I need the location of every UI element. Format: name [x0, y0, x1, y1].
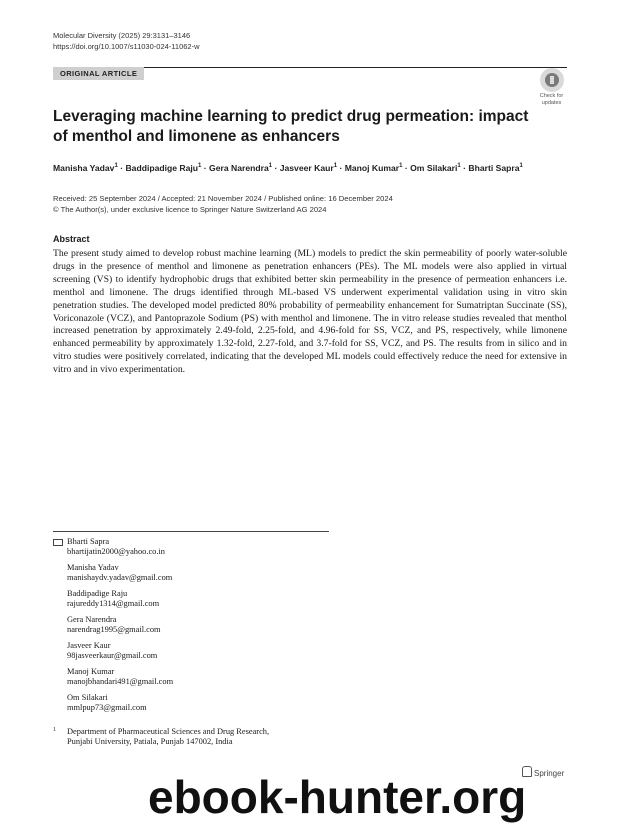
contact-email[interactable]: manojbhandari491@gmail.com	[67, 677, 174, 687]
journal-info	[53, 30, 200, 52]
author-contacts	[53, 537, 333, 719]
contact-entry	[53, 693, 333, 714]
contact-name: Manoj Kumar	[67, 667, 115, 676]
author-name[interactable]: Om Silakari	[410, 163, 458, 173]
contact-email[interactable]: narendrag1995@gmail.com	[67, 625, 161, 635]
contact-name: Manisha Yadav	[67, 563, 119, 572]
contact-email[interactable]: manishaydv.yadav@gmail.com	[67, 573, 173, 583]
article-type-bar	[53, 67, 567, 81]
contact-entry	[53, 615, 333, 636]
publisher-logo	[522, 766, 564, 778]
contact-name: Bharti Sapra	[67, 537, 110, 546]
affiliation-line1: Department of Pharmaceutical Sciences and Drug Research,	[67, 727, 270, 736]
author-affiliation-mark: 1	[399, 163, 403, 170]
author-list: Manisha Yadav$^1$ · Baddipadige Raju$^1$ · Gera Narendra$^1$ · Jasveer Kaur$^1$ · Manoj Kumar$^1$ · Om Silakari$^1$ · Bharti Sapra$^1$	[53, 163, 523, 173]
affiliation-line2: Punjabi University, Patiala, Punjab 147002, India	[67, 737, 233, 747]
journal-doi[interactable]: https://doi.org/10.1007/s11030-024-11062-w	[53, 42, 200, 51]
history-dates: Received: 25 September 2024 / Accepted: 21 November 2024 / Published online: 16 December 2024	[53, 194, 393, 203]
author-affiliation-mark: 1	[198, 163, 202, 170]
check-updates-line2: updates	[541, 100, 562, 106]
envelope-icon	[53, 539, 63, 546]
author-affiliation-mark: 1	[114, 163, 118, 170]
author-affiliation-mark: 1	[519, 163, 523, 170]
contact-name: Baddipadige Raju	[67, 589, 128, 598]
copyright-line: © The Author(s), under exclusive licence to Springer Nature Switzerland AG 2024	[53, 204, 327, 214]
contact-entry	[53, 537, 333, 558]
author-name[interactable]: Gera Narendra	[209, 163, 269, 173]
footnote-divider	[53, 531, 329, 532]
contact-entry	[53, 641, 333, 662]
author-affiliation-mark: 1	[268, 163, 273, 170]
publication-dates	[53, 194, 393, 215]
check-updates-line1: Check for	[539, 93, 564, 99]
publisher-name: Springer	[534, 769, 565, 778]
contact-name: Gera Narendra	[67, 615, 117, 624]
author-affiliation-mark: 1	[333, 163, 338, 170]
author-name[interactable]: Jasveer Kaur	[279, 163, 334, 173]
author-affiliation-mark: 1	[457, 163, 461, 170]
contact-entry	[53, 589, 333, 610]
journal-citation: Molecular Diversity (2025) 29:3131–3146	[53, 31, 191, 40]
article-title: Leveraging machine learning to predict drug permeation: impact of menthol and limonene as enhancers	[53, 108, 529, 145]
contact-email[interactable]: rajureddy1314@gmail.com	[67, 599, 160, 609]
author-name[interactable]: Manoj Kumar	[344, 163, 400, 173]
affiliation	[53, 727, 353, 748]
contact-email[interactable]: mmlpup73@gmail.com	[67, 703, 147, 713]
check-for-updates-badge[interactable]	[536, 68, 567, 106]
author-name[interactable]: Baddipadige Raju	[125, 163, 199, 173]
article-type-label: ORIGINAL ARTICLE	[53, 67, 144, 80]
watermark: ebook-hunter.org	[148, 771, 527, 823]
check-for-updates-icon	[540, 68, 564, 92]
contact-email[interactable]: 98jasveerkaur@gmail.com	[67, 651, 158, 661]
abstract-heading: Abstract	[53, 234, 90, 244]
contact-entry	[53, 667, 333, 688]
contact-email[interactable]: bhartijatin2000@yahoo.co.in	[67, 547, 165, 557]
abstract-text: The present study aimed to develop robust machine learning (ML) models to predict the skin permeability of poorly water-soluble drugs in the presence of menthol and limonene as penetration enhancers (PEs). The ML models were also applied in virtual screening (VS) to identify hydrophobic drugs that exhibited better skin permeability in the presence of permeation enhancers i.e. menthol and limonene. The drugs identified through ML-based VS underwent experimental validation using in vitro skin penetration studies. The developed model predicted 80% probability of permeability enhancement for Sumatriptan Succinate (SS), Voriconazole (VCZ), and Pantoprazole Sodium (PS) with menthol and limonene. The in vitro release studies revealed that menthol increased penetration by approximately 2.49-fold, 2.25-fold, and 4.96-fold for SS, VCZ, and PS, respectively, while limonene enhanced permeability by approximately 1.32-fold, 2.27-fold, and 3.7-fold for SS, VCZ, and PS. The results from in silico and in vitro studies were positively correlated, indicating that the developed ML models could effectively reduce the need for extensive in vitro and in vivo experimentation.	[53, 248, 567, 376]
affiliation-number: 1	[53, 727, 56, 733]
contact-name: Om Silakari	[67, 693, 108, 702]
contact-entry	[53, 563, 333, 584]
author-name[interactable]: Manisha Yadav	[53, 163, 115, 173]
author-name[interactable]: Bharti Sapra	[468, 163, 520, 173]
contact-name: Jasveer Kaur	[67, 641, 111, 650]
